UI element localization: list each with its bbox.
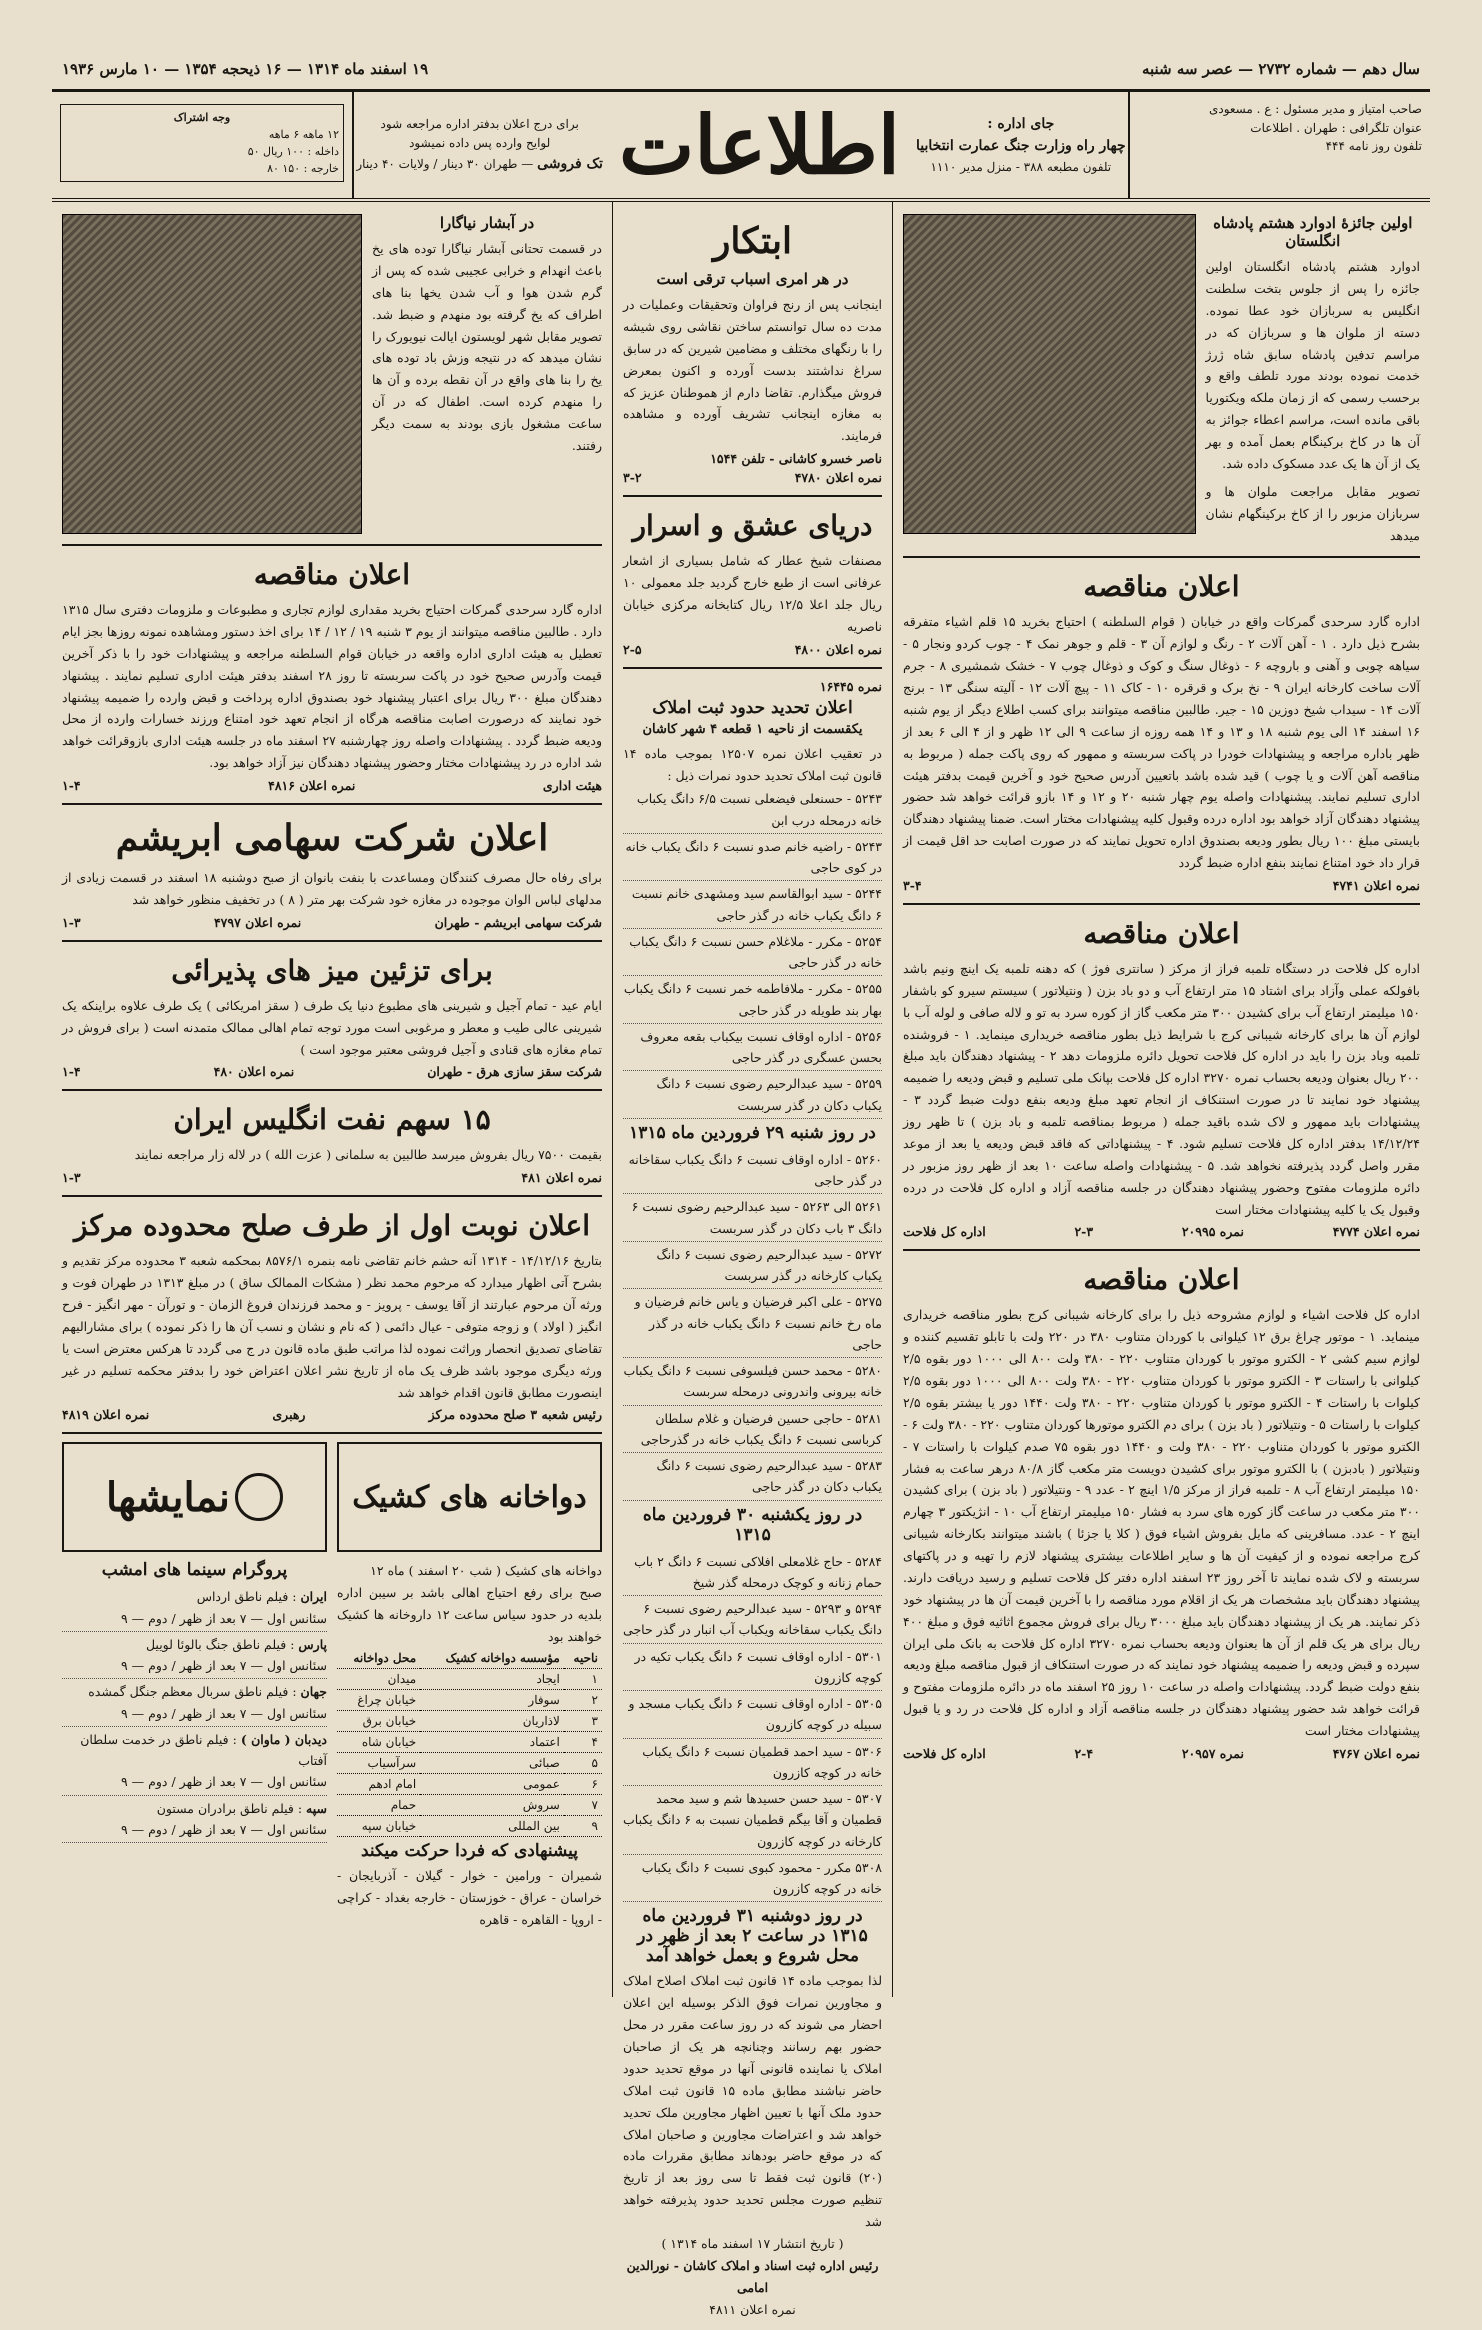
article-body: ادوارد هشتم پادشاه انگلستان اولین جائزه را پس از جلوس بتخت سلطنت انگلیس به سربازان خود عطا نموده. دسته از ملوان ها و سربازان که در مراسم تدفین پادشاه سابق شاه ژرژ خدمت نموده بودند مورد تلطف واقع و برحسب رسمی که از زمان ملکه ویکتوریا باقی مانده است، مراسم اعطاء جوائز به آن ها در کاخ برکینگام بعمل آمده و بهر یک از آن ها یک عدد مسکوک داده شد. — [1205, 259, 1420, 471]
pharmacy-table — [337, 1648, 602, 1837]
list-item: ۵۲۵۴ - مکرر - ملاغلام حسن نسبت ۶ دانگ یکباب خانه در گذر حاجی — [623, 929, 882, 977]
price-block: برای درج اعلان بدفتر اداره مراجعه شود لوایح وارده پس داده نمیشود تک فروشی — طهران ۳۰ دینار / ولایات ۴۰ دینار — [356, 116, 603, 172]
pharmacy-box: دواخانه های کشیک دواخانه های کشیک ( شب ۲۰ اسفند ) ماه ۱۲ صبح برای رفع احتیاج اهالی باشد بر سیبن اداره بلدیه در حدود سیاس ساعت ۱۲ داروخانه ها کشیک خواهند بود ناحیه مؤسسه دواخانه کشیک محل دواخانه ۱ ایجاد میدان ۲ سوفار خیابان چراغ ۳ لاذاریان خیابان برق ۴ اعتماد خیابان شاه ۵ صبائی سرآسیاب ۶ عمومی امام ادهم ۷ سروش حمام ۹ بین المللی خیابان سپه پیشنهادی که فردا حرکت میکند شمیران - ورامین - خوار - گیلان - آذربایجان - خراسان - عراق - خوزستان - خارجه بغداد - کراچی - اروپا - القاهره - قاهره — [337, 1434, 602, 1930]
ad-title: اعلان مناقصه — [1083, 916, 1240, 950]
list-item: ۵۲۵۶ - اداره اوقاف نسبت بیکباب بقعه معروف بحسن عسگری در گذر حاجی — [623, 1024, 882, 1072]
column-middle — [612, 202, 892, 2317]
article-king-award — [903, 208, 1420, 558]
list-item: ۵۲۷۵ - علی اکبر فرضیان و یاس خانم فرضیان و ماه رخ خانم نسبت ۶ دانگ یکباب خانه در گذر حاجی — [623, 1289, 882, 1358]
list-item: ۵۳۰۱ - اداره اوقاف نسبت ۶ دانگ یکباب تکیه در کوچه کازرون — [623, 1644, 882, 1692]
ad-court: اعلان نوبت اول از طرف صلح محدوده مرکز بتاریخ ۱۴/۱۲/۱۶ - ۱۳۱۴ آنه حشم خانم تقاضی نامه بنمره ۸۵۷۶/۱ بمحکمه شعبه ۳ محدوده مرکز تقدیم و بشرح آتی اظهار میدارد که مرحوم محمد نظر ( مشکات الممالک ساق ) در مبلغ ۱۳۱۳ در طهران فوت و ورثه آن مرحوم عبارتند از آقا یوسف - پرویز - و محمد فرزندان فروغ الزمان - و تورآن - مهر انگیز - فرح انگیز ( اولاد ) و زوجه متوفی - عیال دائمی ( که نام و نشان و نسب آن ها را ذکر نموده ) برای مشارالیهم تقاضای تصدیق انحصار وراثت نموده لذا مراتب طبق ماده قانون در ج می گردد تا هرکس معترض است یا ورثه دیگری موجود باشد ظرف یک ماه از تاریخ نشر اعلان اعتراض خود را بدفتر محکمه تسلیم در غیر اینصورت مطابق قانون اقدام خواهد شد رئیس شعبه ۳ صلح محدوده مرکز رهبری نمره اعلان ۴۸۱۹ — [62, 1197, 602, 1434]
masthead-right — [1130, 92, 1430, 198]
cinema-entry: سپه : فیلم ناطق برادران مستون سئانس اول — ۷ بعد از ظهر / دوم — ۹ — [62, 1796, 327, 1844]
subscription-box: وجه اشتراک ۱۲ ماهه ۶ ماهه داخله : ۱۰۰ ریال ۵۰ خارجه : ۱۵۰ ۸۰ — [52, 92, 352, 198]
ad-title: اعلان مناقصه — [1083, 1263, 1240, 1297]
list-item: ۵۳۰۸ مکرر - محمود کبوی نسبت ۶ دانگ یکباب خانه در کوچه کازرون — [623, 1855, 882, 1903]
logo: اطلاعات — [618, 98, 901, 192]
phone: تلفون روز نامه ۴۴۴ — [1325, 139, 1422, 154]
ad-gum: برای تزئین میز های پذیرائی ایام عید - تمام آجیل و شیرینی های مطبوع دنیا یک طرف ( سقز امریکائی ) یک طرف علاوه براینکه یک شیرینی عالی طیب و معطر و مرغوبی است مورد توجه تمام اهالی ممالک متمدنه است ( برای فروش در تمام مغازه های قنادی و آجیل فروشی معتبر موجود است ) شرکت سقز سازی هرق - طهران نمره اعلان ۴۸۰ ۱-۴ — [62, 942, 602, 1092]
list-item: ۵۲۸۱ - حاجی حسین فرضیان و غلام سلطان کرباسی نسبت ۶ دانگ یکباب خانه در گذرحاجی — [623, 1406, 882, 1454]
photo-niagara — [62, 214, 362, 534]
table-row: ۵ صبائی سرآسیاب — [337, 1752, 602, 1773]
ad-registry: نمره ۱۶۴۴۵ اعلان تحدید حدود ثبت املاک یکقسمت از ناحیه ۱ قطعه ۴ شهر کاشان در تعقیب اعلان نمره ۱۲۵۰۷ بموجب ماده ۱۴ قانون ثبت املاک تحدید حدود نمرات ذیل : ۵۲۴۳ - حسنعلی فیضعلی نسبت ۶/۵ دانگ یکباب خانه درمحله درب ابن ۵۲۴۳ - راضیه خانم صدو نسبت ۶ دانگ یکباب خانه در کوی حاجی ۵۲۴۴ - سید ابوالقاسم سید ومشهدی خانم نسبت ۶ دانگ یکباب خانه در گذر حاجی ۵۲۵۴ - مکرر - ملاغلام حسن نسبت ۶ دانگ یکباب خانه در گذر حاجی ۵۲۵۵ - مکرر - ملافاطمه خمر نسبت ۶ دانگ یکباب بهار بند طویله در گذر حاجی ۵۲۵۶ - اداره اوقاف نسبت بیکباب بقعه معروف بحسن عسگری در گذر حاجی ۵۲۵۹ - سید عبدالرحیم رضوی نسبت ۶ دانگ یکباب دکان در گذر سربست در روز شنبه ۲۹ فروردین ماه ۱۳۱۵ ۵۲۶۰ - اداره اوقاف نسبت ۶ دانگ یکباب سقاخانه در گذر حاجی ۵۲۶۱ الی ۵۲۶۳ - سید عبدالرحیم رضوی نسبت ۶ دانگ ۳ باب دکان در گذر سربست ۵۲۷۲ - سید عبدالرحیم رضوی نسبت ۶ دانگ یکباب کارخانه در گذر سربست ۵۲۷۵ - علی اکبر فرضیان و یاس خانم فرضیان و ماه رخ خانم نسبت ۶ دانگ یکباب خانه در گذر حاجی ۵۲۸۰ - محمد حسن فیلسوفی نسبت ۶ دانگ یکباب خانه بیرونی واندرونی درمحله سربست ۵۲۸۱ - حاجی حسین فرضیان و غلام سلطان کرباسی نسبت ۶ دانگ یکباب خانه در گذرحاجی ۵۲۸۳ - سید عبدالرحیم رضوی نسبت ۶ دانگ یکباب دکان در گذر حاجی در روز یکشنبه ۳۰ فروردین ماه ۱۳۱۵ ۵۲۸۴ - حاج غلامعلی افلاکی نسبت ۶ دانگ ۲ باب حمام زنانه و کوچک درمحله گذر شیخ ۵۲۹۴ و ۵۲۹۳ - سید عبدالرحیم رضوی نسبت ۶ دانگ یکباب سقاخانه ویکباب آب انبار در گذر حاجی ۵۳۰۱ - اداره اوقاف نسبت ۶ دانگ یکباب تکیه در کوچه کازرون ۵۳۰۵ - اداره اوقاف نسبت ۶ دانگ یکباب مسجد و سبیله در کوچه کازرون ۵۳۰۶ - سید احمد قطمیان نسبت ۶ دانگ یکباب خانه در کوچه کازرون ۵۳۰۷ - سید حسن حسیدها شم و سید محمد قطمیان و آقا بیگم قطمیان نسبت به ۶ دانگ یکباب کارخانه در کوچه کازرون ۵۳۰۸ مکرر - محمود کبوی نسبت ۶ دانگ یکباب خانه در کوچه کازرون در روز دوشنبه ۳۱ فروردین ماه ۱۳۱۵ در ساعت ۲ بعد از ظهر در محل شروع و بعمل خواهد آمد لذا بموجب ماده ۱۴ قانون ثبت املاک اصلاح املاک و مجاورین نمرات فوق الذکر بوسیله این اعلان احضار می شوند که در روز ساعت مقرر در محل حضور بهم رسانند وچنانچه هر یک از صاحبان املاک یا نماینده قانونی آنها در موقع تحدید حدود حاضر نباشند مطابق ماده ۱۵ قانون ثبت املاک حدود ملک آنها با تعیین اظهار مجاورین ملک تحدید خواهد شد و اعتراضات مجاورین و صاحبان املاک که در موقع حاضر بودهاند مطابق مقررات ماده (۲۰) قانون ثبت فقط تا سی روز بعد از تاریخ تنظیم صورت مجلس تحدید حدود پذیرفته خواهد شد ( تاریخ انتشار ۱۷ اسفند ماه ۱۳۱۴ ) رئیس اداره ثبت اسناد و املاک کاشان - نورالدین امامی نمره اعلان ۴۸۱۱ — [623, 678, 883, 2317]
list-item: ۵۲۴۳ - حسنعلی فیضعلی نسبت ۶/۵ دانگ یکباب خانه درمحله درب ابن — [623, 786, 882, 834]
ad-silk: اعلان شرکت سهامی ابریشم برای رفاه حال مصرف کنندگان ومساعدت با بنفت بانوان از صبح دوشنبه ۱۸ اسفند در قسمت زیادی از مدلهای لباس الوان موجوده در مغازه خود شرکت بهر متر ( ۸ ) در تخفیف منظور خواهد شد شرکت سهامی ابریشم - طهران نمره اعلان ۴۷۹۷ ۱-۳ — [62, 805, 602, 942]
table-row: ۶ عمومی امام ادهم — [337, 1773, 602, 1794]
article-niagara: در آبشار نیاگارا در قسمت تحتانی آبشار نیاگارا توده های یخ باعث انهدام و خرابی عجیبی شده که پس از گرم شدن هوا و آب شدن یخها بنا های اطراف که یخ گرفته بود منهدم و ضبط شد. تصویر مقابل شهر لویستون ایالت نیویورک را نشان میدهد که در نتیجه وزش باد توده های یخ را بنا های واقع در آن نقطه برده و آن ها را منهدم کرده است. اطفال که در آن ساعت مشغول بازی بودند به سمت دیگر رفتند. — [62, 208, 602, 546]
list-item: ۵۲۷۲ - سید عبدالرحیم رضوی نسبت ۶ دانگ یکباب کارخانه در گذر سربست — [623, 1242, 882, 1290]
cinema-entry: دیدبان ( ماوان ) : فیلم ناطق در خدمت سلطان آفتاب سئانس اول — ۷ بعد از ظهر / دوم — ۹ — [62, 1727, 327, 1796]
list-item: ۵۳۰۶ - سید احمد قطمیان نسبت ۶ دانگ یکباب خانه در کوچه کازرون — [623, 1739, 882, 1787]
dateline — [52, 52, 1430, 92]
list-item: ۵۲۸۰ - محمد حسن فیلسوفی نسبت ۶ دانگ یکباب خانه بیرونی واندرونی درمحله سربست — [623, 1358, 882, 1406]
ad-tender-1: اعلان مناقصه اداره گارد سرحدی گمرکات واقع در خیابان ( قوام السلطنه ) احتیاج بخرید ۱۵ قلم اشیاء متفرقه بشرح ذیل دارد . ۱ - آهن آلات ۲ - رنگ و لوازم آن ۳ - قلم و جوهر نمک ۴ - چوب کردو ونجار ۵ - سیاهه چوبی و آهنی و باروچه ۶ - ذوغال سنگ و کوک و ذوغال چوب ۷ - خشک شمشیری ۸ - جرم آلات ساخت کارخانه ایران ۹ - نخ برک و قرقره ۱۰ - کاک ۱۱ - پیچ آلات ۱۲ - آلیته سنگی ۱۳ - برنج آلات ۱۴ - سیداب شیخ دوزین ۱۵ - جیر. طالبین مناقصه میتوانند برای کسب اطلاع دیگر از یوم شنبه ۱۶ اسفند ۱۴ الی یوم شنبه ۱۸ و ۱۳ و ۱۴ همه روزه از ساعت ۹ الی ۱۲ ظهر و از ۴ الی ۶ بعد از ظهر باداره مراجعه و پیشنهادات خودرا در پاکت سربسته و ممهور که روی پاکت جمله ( مربوط به مناقصه آهن آلات و یا چوب ) قید شده باشد باتعیین آدرس صحیح خود و آخرین قیمت بدفتر هیئت اداری تسلیم نمایند. پیشنهادات واصله یوم چهار شنبه ۲۰ و ۱۲ و ۱۴ بازو قرائت خواهد شد حضور پیشنهاد دهندگان آزاد خواهد بود اداره درده وقبول کلیه پیشنهادات مختار است. ضمنا پیشنهاد دهندگان بایستی مبلغ ۱۰۰ ریال بطور ودیعه بصندوق اداره تحویل نمایند که در صورت اصابت حد اقل قیمت از قرار داد خود امتناع نمایند بنفع اداره ضبط گردد نمره اعلان ۴۷۴۱ ۳-۴ — [903, 558, 1420, 905]
list-item: ۵۲۸۳ - سید عبدالرحیم رضوی نسبت ۶ دانگ یکباب دکان در گذر حاجی — [623, 1453, 882, 1501]
table-header: ناحیه مؤسسه دواخانه کشیک محل دواخانه — [337, 1648, 602, 1669]
table-row: ۳ لاذاریان خیابان برق — [337, 1710, 602, 1731]
list-item: ۵۲۴۳ - راضیه خانم صدو نسبت ۶ دانگ یکباب خانه در کوی حاجی — [623, 834, 882, 882]
ad-body: اداره کل فلاحت در دستگاه تلمبه فراز از مرکز ( سانتری فوژ ) که دهنه تلمبه یک اینچ ونیم باشد بافولکه عملی وآزاد برای اشتاد ۱۵ متر ارتفاع آب و دو باد بزن ( ونتیلاتور ) سیستم سیرو کو باشفار ۱۵۰ میلیمتر ارتفاع آب برای کشیدن ۳۰۰ متر مکعب گاز از کوره سرد به تو و لاله صافی و لوله آب با لوازم آن ها برای کارخانه شیبانی کرج با شرایط ذیل بطور مناقصه خریداری مینماید. ۱ - فروشنده تلمبه وباد بزن را باید در اداره کل فلاحت تحویل دائره ملزومات دهد ۲ - پیشنهاد دهندگان باید مبلغ ۲۰۰ ریال بعنوان ودیعه بحساب نمره ۳۲۷۰ اداره کل فلاحت بپانک ملی تسلیم و قبض ودیعه را ضمیمه پیشنهاد خود نمایند تا در صورت استنکاف از انجام تعهد مبلغ ودیعه بنفع دولت ضبط گردد ۳ - پیشنهادات باید ممهور و لاک شده باقید جمله ( مربوط بمناقصه تلمبه و باد بزن ) تا ظهر روز ۱۴/۱۲/۲۴ بدفتر اداره کل فلاحت تسلیم شود. ۴ - پیشنهاداتی که فاقد قبض ودیعه یا بعد از موعد مقرر واصل گردد پذیرفته نخواهد شد. ۵ - پیشنهادات واصله ساعت ۱۰ بعد از ظهر روز مزبور در دائره ملزومات مفتوح وحضور پیشنهاد دهندگان در جلسه مناقصه آزاد و اداره کل فلاحت در درده وقبول یک یا کلیه پیشنهادات مختار است — [903, 960, 1421, 1217]
cinema-entry: پارس : فیلم ناطق جنگ بالوئا لوییل سئانس اول — ۷ بعد از ظهر / دوم — ۹ — [62, 1632, 327, 1680]
list-item: ۵۳۰۵ - اداره اوقاف نسبت ۶ دانگ یکباب مسجد و سبیله در کوچه کازرون — [623, 1691, 882, 1739]
masthead — [52, 92, 1430, 202]
list-item: ۵۲۴۴ - سید ابوالقاسم سید ومشهدی خانم نسبت ۶ دانگ یکباب خانه در گذر حاجی — [623, 881, 882, 929]
table-row: ۱ ایجاد میدان — [337, 1668, 602, 1689]
ad-ebtekar: ابتکار در هر امری اسباب ترقی است اینجانب پس از رنج فراوان وتحقیقات وعملیات در مدت ده سال توانستم ساختن نقاشی روی شیشه را با رنگهای مختلف و مضامین شیرین که در سابق سراغ نداشتند بدست آورده و اکنون بمعرض فروش میگذارم. تقاضا دارم از هموطنان عزیز که به مغازه اینجانب تشریف آورده و مشاهده فرمایند. ناصر خسرو کاشانی - تلفن ۱۵۴۴ نمره اعلان ۴۷۸۰ ۳-۲ — [623, 208, 882, 497]
cinema-entry: جهان : فیلم ناطق سربال معظم جنگل گمشده سئانس اول — ۷ بعد از ظهر / دوم — ۹ — [62, 1679, 327, 1727]
list-item: ۵۲۶۰ - اداره اوقاف نسبت ۶ دانگ یکباب سقاخانه در گذر حاجی — [623, 1147, 882, 1195]
bottom-boxes — [62, 1434, 602, 1930]
list-item: ۵۲۶۱ الی ۵۲۶۳ - سید عبدالرحیم رضوی نسبت ۶ دانگ ۳ باب دکان در گذر سربست — [623, 1194, 882, 1242]
projector-icon — [235, 1473, 283, 1521]
owner: صاحب امتیاز و مدیر مسئول : ع . مسعودی — [1208, 102, 1422, 116]
office-block: جای اداره : چهار راه وزارت جنگ عمارت انتخابیا تلفون مطبعه ۳۸۸ - منزل مدیر ۱۱۱۰ — [916, 116, 1126, 174]
columns — [52, 202, 1430, 2317]
masthead-center — [352, 92, 1130, 198]
photo-soldiers — [903, 214, 1196, 534]
ad-tender-2: اعلان مناقصه اداره کل فلاحت در دستگاه تلمبه فراز از مرکز ( سانتری فوژ ) که دهنه تلمبه یک اینچ ونیم باشد بافولکه عملی وآزاد برای اشتاد ۱۵ متر ارتفاع آب و دو باد بزن ( ونتیلاتور ) سیستم سیرو کو باشفار ۱۵۰ میلیمتر ارتفاع آب برای کشیدن ۳۰۰ متر مکعب گاز از کوره سرد به تو و لاله صافی و لوله آب با لوازم آن ها برای کارخانه شیبانی کرج با شرایط ذیل بطور مناقصه خریداری مینماید. ۱ - فروشنده تلمبه وباد بزن را باید در اداره کل فلاحت تحویل دائره ملزومات دهد ۲ - پیشنهاد دهندگان باید مبلغ ۲۰۰ ریال بعنوان ودیعه بحساب نمره ۳۲۷۰ اداره کل فلاحت بپانک ملی تسلیم و قبض ودیعه را ضمیمه پیشنهاد خود نمایند تا در صورت استنکاف از انجام تعهد مبلغ ودیعه بنفع دولت ضبط گردد ۳ - پیشنهادات باید ممهور و لاک شده باقید جمله ( مربوط بمناقصه تلمبه و باد بزن ) تا ظهر روز ۱۴/۱۲/۲۴ بدفتر اداره کل فلاحت تسلیم شود. ۴ - پیشنهاداتی که فاقد قبض ودیعه یا بعد از موعد مقرر واصل گردد پذیرفته نخواهد شد. ۵ - پیشنهادات واصله ساعت ۱۰ بعد از ظهر روز مزبور در دائره ملزومات مفتوح وحضور پیشنهاد دهندگان در جلسه مناقصه آزاد و اداره کل فلاحت در درده وقبول یک یا کلیه پیشنهادات مختار است نمره اعلان ۴۷۷۴ نمره ۲۰۹۹۵ ۲-۳ اداره کل فلاحت — [903, 905, 1420, 1252]
telegraph: عنوان تلگرافی : طهران . اطلاعات — [1250, 120, 1422, 135]
ad-oil-shares: ۱۵ سهم نفت انگلیس ایران بقیمت ۷۵۰۰ ریال بفروش میرسد طالبین به سلمانی ( عزت الله ) در لاله زار مراجعه نمایند نمره اعلان ۴۸۱ ۱-۳ — [62, 1091, 602, 1197]
table-row: ۷ سروش حمام — [337, 1794, 602, 1815]
column-left — [52, 202, 612, 1997]
date-info: ۱۹ اسفند ماه ۱۳۱۴ — ۱۶ ذیحجه ۱۳۵۴ — ۱۰ مارس ۱۹۳۶ — [62, 60, 429, 78]
list-item: ۵۲۵۹ - سید عبدالرحیم رضوی نسبت ۶ دانگ یکباب دکان در گذر سربست — [623, 1071, 882, 1119]
list-item: ۵۳۰۷ - سید حسن حسیدها شم و سید محمد قطمیان و آقا بیگم قطمیان نسبت به ۶ دانگ یکباب کارخانه در کوچه کازرون — [623, 1786, 882, 1855]
table-row: ۹ بین المللی خیابان سپه — [337, 1815, 602, 1836]
ad-body: اداره کل فلاحت اشیاء و لوازم مشروحه ذیل را برای کارخانه شیبانی کرج بطور مناقصه خریداری مینماید. ۱ - موتور چراغ برق ۱۲ کیلوانی با کوردان متناوب ۳۸۰ در ۲۲۰ ولت با تابلو تقسیم کننده و لوازم سیم کشی ۲ - الکترو موتور با کوردان متناوب ۲۲۰ - ۳۸۰ ولت ۸۰۰ الی ۱۰۰۰ دور بقوه ۲/۵ کیلوانی با راستات ۳ - الکترو موتور با کوردان متناوب ۲۲۰ - ۳۸۰ ولت ۸۰۰ الی ۱۰۰۰ دور بقوه ۲/۵ کیلوات با راستات ۴ - الکترو موتور با کوردان متناوب ۲۲۰ - ۳۸۰ ولت ۱۴۴۰ دور یا بیشتر بقوه ۲/۵ کیلوات با راستات ۵ - ونتیلاتور ( باد بزن ) برای دم الکترو موتورها کوردان متناوب ۲۲۰ - ۳۸۰ ولت ۶ - الکترو موتور با کوردان متناوب ۲۲۰ - ۳۸۰ ولت و ۱۴۴۰ دور بقوه ۷۵ صدم کیلوات با راستات ۷ - ونتیلاتور ( بادبزن ) با الکترو موتور برای کشیدن دویست متر مکعب گاز ۸۰/۸ درهر ساعت به فشار ۱۵۰ میلیمتر ارتفاع آب ۸ - تلمبه فراز از مرکز ۱/۵ اینچ ۲ - عدد ۹ - ونتیلاتور ( باد بزن ) برای کشیدن ۳۰۰ متر مکعب در ساعت گاز کوره های سرد به فشار ۱۵۰ میلیمتر ارتفاع آب ۱۰ - انژیکتور ۳ چهارم اینچ ۲ - عدد. مسافرینی که مایل بفروش اشیاء فوق ( کلا یا جزئا ) باشند میتوانند بکارخانه شیبانی کرج مراجعه نموده و از کیفیت آن ها و سایر اطلاعات بیشتری پیشنهاد لازم را تهیه و در پاکتهای سربسته و لاک شده نمایند تا آخر روز ۲۳ اسفند اداره دفتر کل فلاحت تسلیم و رسید دریافت دارند. پیشنهاد دهندگان باید مشخصات هر یک از اقلام مورد مناقصه را با آخرین قیمت آن ها در پیشنهاد خود ذکر نمایند. هر یک از پیشنهاد دهندگان باید مبلغ ۳۰۰۰ ریال برای فروش مجموع اثاثیه فوق و مبلغ ۴۰۰ ریال برای هر یک قلم از آن ها بعنوان ودیعه بحساب نمره ۳۲۷۰ اداره کل فلاحت به بانک ملی ایران سپرده و قبض ودیعه را ضمیمه پیشنهاد خود نمایند که در صورت استنکاف از قبول مناقصه مبلغ ودیعه بنفع دولت ضبط گردد. پیشنهادات واصله در ساعت ۱۰ روز ۲۵ اسفند ماه در دائره ملزومات مفتوح و قرائت خواهد شد حضور پیشنهاد دهندگان در جلسه مناقصه آزاد و اداره کل فلاحت در رد و یا قبول پیشنهادات مختار است — [903, 1307, 1421, 1738]
cinema-box: نمایشها پروگرام سینما های امشب ایران : فیلم ناطق ارداس سئانس اول — ۷ بعد از ظهر / دوم — ۹ پارس : فیلم ناطق جنگ بالوئا لوییل سئانس اول — ۷ بعد از ظهر / دوم — ۹ جهان : فیلم ناطق سربال معظم جنگل گمشده سئانس اول — ۷ بعد از ظهر / دوم — ۹ دیدبان ( ماوان ) : فیلم ناطق در خدمت سلطان آفتاب سئانس اول — ۷ بعد از ظهر / دوم — ۹ سپه : فیلم ناطق برادران مستون سئانس اول — ۷ بعد از ظهر / دوم — ۹ — [62, 1434, 327, 1930]
column-right — [892, 202, 1430, 1997]
ad-body: اداره گارد سرحدی گمرکات واقع در خیابان ( قوام السلطنه ) احتیاج بخرید ۱۵ قلم اشیاء متفرقه بشرح ذیل دارد . ۱ - آهن آلات ۲ - رنگ و لوازم آن ۳ - قلم و جوهر نمک ۴ - چوب کردو ونجار ۵ - سیاهه چوبی و آهنی و باروچه ۶ - ذوغال سنگ و کوک و ذوغال چوب ۷ - خشک شمشیری ۸ - جرم آلات ساخت کارخانه ایران ۹ - نخ برک و قرقره ۱۰ - کاک ۱۱ - پیچ آلات ۱۲ - آلیته سنگی ۱۳ - برنج آلات ۱۴ - سیداب شیخ دوزین ۱۵ - جیر. طالبین مناقصه میتوانند برای کسب اطلاع دیگر از یوم شنبه ۱۶ اسفند ۱۴ الی یوم شنبه ۱۸ و ۱۳ و ۱۴ همه روزه از ساعت ۹ الی ۱۲ ظهر و از ۴ الی ۶ بعد از ظهر باداره مراجعه و پیشنهادات خودرا در پاکت سربسته و ممهور که روی پاکت جمله ( مربوط به مناقصه آهن آلات و یا چوب ) قید شده باشد باتعیین آدرس صحیح خود و آخرین قیمت بدفتر هیئت اداری تسلیم نمایند. پیشنهادات واصله یوم چهار شنبه ۲۰ و ۱۲ و ۱۴ بازو قرائت خواهد شد حضور پیشنهاد دهندگان آزاد خواهد بود اداره درده وقبول کلیه پیشنهادات مختار است. ضمنا پیشنهاد دهندگان بایستی مبلغ ۱۰۰ ریال بطور ودیعه بصندوق اداره تحویل نمایند که در صورت اصابت حد اقل قیمت از قرار داد خود امتناع نمایند بنفع اداره ضبط گردد — [903, 614, 1421, 870]
list-item: ۵۲۹۴ و ۵۲۹۳ - سید عبدالرحیم رضوی نسبت ۶ دانگ یکباب سقاخانه ویکباب آب انبار در گذر حاجی — [623, 1596, 882, 1644]
article-title: اولین جائزهٔ ادوارد هشتم پادشاه انگلستان — [1213, 214, 1413, 250]
list-item: ۵۲۵۵ - مکرر - ملافاطمه خمر نسبت ۶ دانگ یکباب بهار بند طویله در گذر حاجی — [623, 976, 882, 1024]
ad-tender-3: اعلان مناقصه اداره کل فلاحت اشیاء و لوازم مشروحه ذیل را برای کارخانه شیبانی کرج بطور مناقصه خریداری مینماید. ۱ - موتور چراغ برق ۱۲ کیلوانی با کوردان متناوب ۳۸۰ در ۲۲۰ ولت با تابلو تقسیم کننده و لوازم سیم کشی ۲ - الکترو موتور با کوردان متناوب ۲۲۰ - ۳۸۰ ولت ۸۰۰ الی ۱۰۰۰ دور بقوه ۲/۵ کیلوانی با راستات ۳ - الکترو موتور با کوردان متناوب ۲۲۰ - ۳۸۰ ولت ۸۰۰ الی ۱۰۰۰ دور بقوه ۲/۵ کیلوات با راستات ۴ - الکترو موتور با کوردان متناوب ۲۲۰ - ۳۸۰ ولت ۱۴۴۰ دور یا بیشتر بقوه ۲/۵ کیلوات با راستات ۵ - ونتیلاتور ( باد بزن ) برای دم الکترو موتورها کوردان متناوب ۲۲۰ - ۳۸۰ ولت ۶ - الکترو موتور با کوردان متناوب ۲۲۰ - ۳۸۰ ولت و ۱۴۴۰ دور بقوه ۷۵ صدم کیلوات با راستات ۷ - ونتیلاتور ( بادبزن ) با الکترو موتور برای کشیدن دویست متر مکعب گاز ۸۰/۸ درهر ساعت به فشار ۱۵۰ میلیمتر ارتفاع آب ۸ - تلمبه فراز از مرکز ۱/۵ اینچ ۲ - عدد ۹ - ونتیلاتور ( باد بزن ) برای کشیدن ۳۰۰ متر مکعب در ساعت گاز کوره های سرد به فشار ۱۵۰ میلیمتر ارتفاع آب ۱۰ - انژیکتور ۳ چهارم اینچ ۲ - عدد. مسافرینی که مایل بفروش اشیاء فوق ( کلا یا جزئا ) باشند میتوانند بکارخانه شیبانی کرج مراجعه نموده و از کیفیت آن ها و سایر اطلاعات بیشتری پیشنهاد لازم را تهیه و در پاکتهای سربسته و لاک شده نمایند تا آخر روز ۲۳ اسفند اداره دفتر کل فلاحت تسلیم و رسید دریافت دارند. پیشنهاد دهندگان باید مشخصات هر یک از اقلام مورد مناقصه را با آخرین قیمت آن ها در پیشنهاد خود ذکر نمایند. هر یک از پیشنهاد دهندگان باید مبلغ ۳۰۰۰ ریال برای فروش مجموع اثاثیه فوق و مبلغ ۴۰۰ ریال برای هر یک قلم از آن ها بعنوان ودیعه بحساب نمره ۳۲۷۰ اداره کل فلاحت به بانک ملی ایران سپرده و قبض ودیعه را ضمیمه پیشنهاد خود نمایند که در صورت استنکاف از قبول مناقصه مبلغ ودیعه بنفع دولت ضبط گردد. پیشنهادات واصله در ساعت ۱۰ روز ۲۵ اسفند ماه در دائره ملزومات مفتوح و قرائت خواهد شد حضور پیشنهاد دهندگان در جلسه مناقصه آزاد و اداره کل فلاحت در رد و یا قبول پیشنهادات مختار است نمره اعلان ۴۷۶۷ نمره ۲۰۹۵۷ ۲-۴ اداره کل فلاحت — [903, 1263, 1421, 1761]
issue-info: سال دهم — شماره ۲۷۳۲ — عصر سه شنبه — [1141, 60, 1420, 78]
table-row: ۴ اعتماد خیابان شاه — [337, 1731, 602, 1752]
photo-caption: تصویر مقابل مراجعت ملوان ها و سربازان مزبور را از کاخ برکینگهام نشان میدهد — [1205, 483, 1420, 543]
list-item: ۵۲۸۴ - حاج غلامعلی افلاکی نسبت ۶ دانگ ۲ باب حمام زنانه و کوچک درمحله گذر شیخ — [623, 1549, 882, 1597]
ad-tender-customs: اعلان مناقصه اداره گارد سرحدی گمرکات احتیاج بخرید مقداری لوازم تجاری و مطبوعات و ملزومات دفتری سال ۱۳۱۵ دارد . طالبین مناقصه میتوانند از یوم ۳ شنبه ۱۹ / ۱۲ / ۱۴ برای اخذ دستور ومشاهده نمونه روزها بجز ایام تعطیل به هیئت اداری اداره واقعه در خیابان قوام السلطنه مراجعه و پیشنهادات خود را با ذکر آخرین قیمت وآدرس صحیح خود در پاکت سربسته تا روز ۲۸ اسفند بدفتر هیئت اداری تسلیم نمایند . پیشنهاد دهندگان مبلغ ۳۰۰ ریال برای اعتبار پیشنهاد خود بصندوق اداره پرداخت و قبض وارده را ضمیمه پیشنهاد خود نمایند که درصورت اصابت مناقصه هرگاه از انجام تعهد خود امتناع ورزند خسارات وارده از محل ودیعه ضبط گردد . پیشنهادات واصله روز چهارشنبه ۲۷ اسفند ماه در جلسه هیئت اداری بازوقرائت خواهد شد اداره در رد پیشنهادات مختار وحضور پیشنهاد دهندگان نیز آزاد خواهد بود. هیئت اداری نمره اعلان ۴۸۱۶ ۱-۴ — [62, 546, 602, 805]
table-row: ۲ سوفار خیابان چراغ — [337, 1689, 602, 1710]
ad-book: دریای عشق و اسرار مصنفات شیخ عطار که شامل بسیاری از اشعار عرفانی است از طبع خارج گردید جلد معمولی ۱۰ ریال جلد اعلا ۱۲/۵ ریال کتابخانه مرکزی خیابان ناصریه نمره اعلان ۴۸۰۰ ۲-۵ — [623, 497, 882, 669]
cinema-entry: ایران : فیلم ناطق ارداس سئانس اول — ۷ بعد از ظهر / دوم — ۹ — [62, 1584, 327, 1632]
ad-title: اعلان مناقصه — [1083, 570, 1240, 604]
